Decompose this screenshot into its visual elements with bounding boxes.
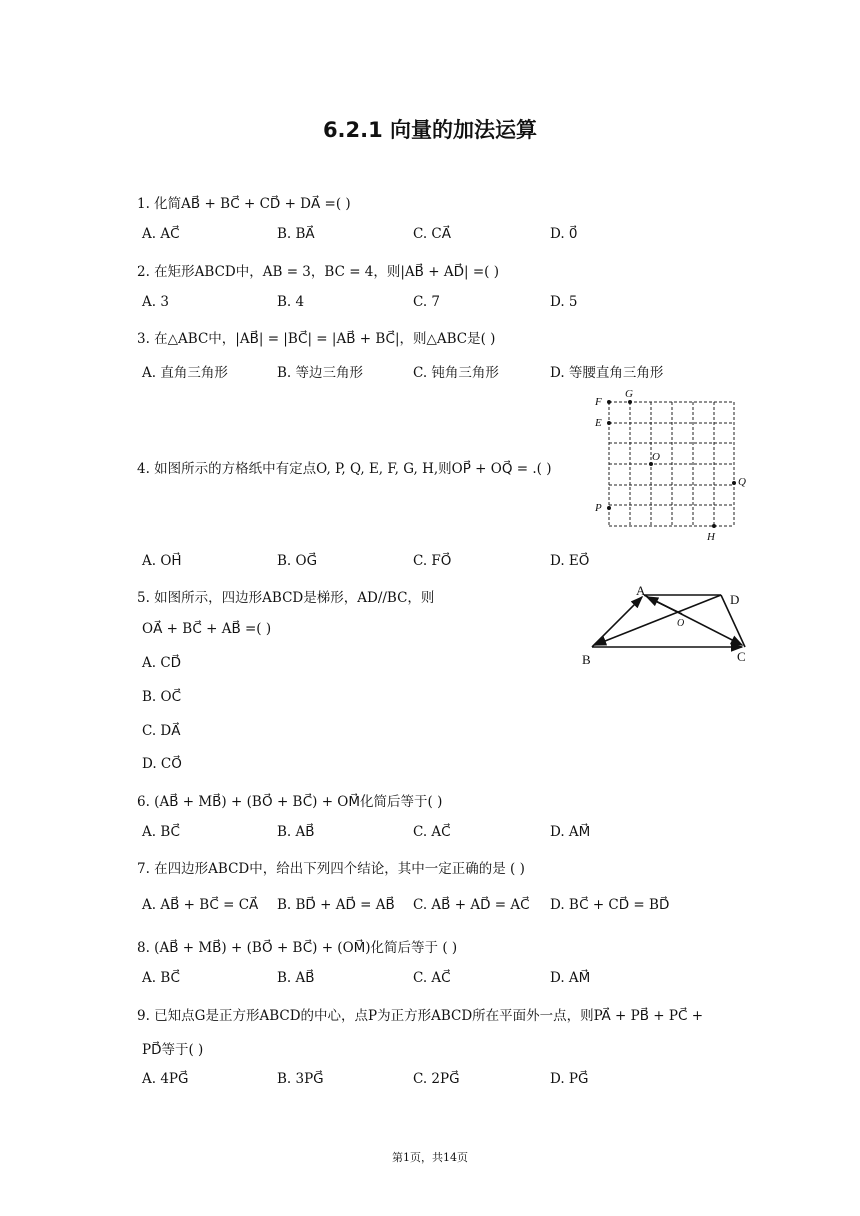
q1-option-d: D. 0⃗ bbox=[550, 226, 578, 242]
question-2-stem: 2. 在矩形ABCD中，AB = 3，BC = 4，则|AB⃗ + AD⃗| =( ) bbox=[137, 264, 499, 280]
q4-option-c: C. FO⃗ bbox=[413, 553, 452, 569]
q6-option-b: B. AB⃗ bbox=[277, 824, 315, 840]
point-f bbox=[607, 400, 611, 404]
question-9-stem: 9. 已知点G是正方形ABCD的中心，点P为正方形ABCD所在平面外一点，则PA⃗ + PB⃗ + PC⃗ + bbox=[137, 1008, 704, 1024]
q5-option-d: D. CO⃗ bbox=[142, 756, 182, 772]
q9-option-d: D. PG⃗ bbox=[550, 1071, 589, 1087]
label-q: Q bbox=[738, 476, 746, 488]
q5-option-b: B. OC⃗ bbox=[142, 689, 181, 705]
label-p: P bbox=[595, 502, 602, 514]
grid-lines bbox=[609, 402, 734, 526]
q8-option-b: B. AB⃗ bbox=[277, 970, 315, 986]
point-g bbox=[628, 400, 632, 404]
q5-option-a: A. CD⃗ bbox=[142, 655, 182, 671]
q4-option-d: D. EO⃗ bbox=[550, 553, 590, 569]
q7-option-c: C. AB⃗ + AD⃗ = AC⃗ bbox=[413, 897, 530, 913]
question-5-stem: 5. 如图所示，四边形ABCD是梯形，AD//BC，则 bbox=[137, 590, 435, 606]
question-7-stem: 7. 在四边形ABCD中，给出下列四个结论，其中一定正确的是 ( ) bbox=[137, 861, 525, 877]
q2-option-b: B. 4 bbox=[277, 294, 305, 310]
point-q bbox=[732, 481, 736, 485]
page-footer: 第1页，共14页 bbox=[392, 1151, 468, 1164]
q6-option-a: A. BC⃗ bbox=[142, 824, 180, 840]
q9-option-a: A. 4PG⃗ bbox=[142, 1071, 189, 1087]
q3-option-b: B. 等边三角形 bbox=[277, 365, 364, 381]
q5-option-c: C. DA⃗ bbox=[142, 723, 181, 739]
label-o: O bbox=[652, 451, 660, 463]
q8-option-c: C. AC⃗ bbox=[413, 970, 451, 986]
label-c: C bbox=[737, 649, 746, 664]
label-a: A bbox=[636, 583, 646, 598]
label-o: O bbox=[677, 618, 685, 629]
label-b: B bbox=[582, 652, 591, 667]
point-p bbox=[607, 506, 611, 510]
q7-option-d: D. BC⃗ + CD⃗ = BD⃗ bbox=[550, 897, 670, 913]
q3-option-d: D. 等腰直角三角形 bbox=[550, 365, 664, 381]
q7-option-a: A. AB⃗ + BC⃗ = CA⃗ bbox=[142, 897, 259, 913]
q8-option-d: D. AM⃗ bbox=[550, 970, 591, 986]
q3-option-c: C. 钝角三角形 bbox=[413, 365, 499, 381]
point-h bbox=[712, 524, 716, 528]
page-title: 6.2.1 向量的加法运算 bbox=[322, 118, 538, 142]
q6-option-d: D. AM⃗ bbox=[550, 824, 591, 840]
label-h: H bbox=[707, 531, 715, 543]
point-e bbox=[607, 421, 611, 425]
question-1-stem: 1. 化简AB⃗ + BC⃗ + CD⃗ + DA⃗ =( ) bbox=[137, 196, 351, 212]
question-4-stem: 4. 如图所示的方格纸中有定点O, P, Q, E, F, G, H,则OP⃗ + OQ⃗ = .( ) bbox=[137, 461, 552, 477]
label-g: G bbox=[625, 388, 633, 400]
question-8-stem: 8. (AB⃗ + MB⃗) + (BO⃗ + BC⃗) + (OM⃗)化简后等于 ( ) bbox=[137, 940, 458, 956]
q8-option-a: A. BC⃗ bbox=[142, 970, 180, 986]
question-3-stem: 3. 在△ABC中，|AB⃗| = |BC⃗| = |AB⃗ + BC⃗|，则△ABC是( ) bbox=[137, 331, 496, 347]
question-6-stem: 6. (AB⃗ + MB⃗) + (BO⃗ + BC⃗) + OM⃗化简后等于( ) bbox=[137, 794, 443, 810]
q9-option-c: C. 2PG⃗ bbox=[413, 1071, 460, 1087]
label-f: F bbox=[595, 396, 602, 408]
q5-trapezoid-figure bbox=[574, 582, 760, 668]
question-9-stem-continued: PD⃗等于( ) bbox=[142, 1042, 204, 1058]
q4-option-b: B. OG⃗ bbox=[277, 553, 318, 569]
vector-oa bbox=[647, 597, 682, 614]
q1-option-c: C. CA⃗ bbox=[413, 226, 451, 242]
label-d: D bbox=[730, 592, 740, 607]
q3-option-a: A. 直角三角形 bbox=[142, 365, 228, 381]
q2-option-d: D. 5 bbox=[550, 294, 578, 310]
q7-option-b: B. BD⃗ + AD⃗ = AB⃗ bbox=[277, 897, 395, 913]
q1-option-a: A. AC⃗ bbox=[142, 226, 180, 242]
label-e: E bbox=[595, 417, 602, 429]
q4-grid-figure bbox=[588, 386, 758, 544]
question-5-stem-continued: OA⃗ + BC⃗ + AB⃗ =( ) bbox=[142, 621, 272, 637]
q2-option-a: A. 3 bbox=[142, 294, 169, 310]
q4-option-a: A. OH⃗ bbox=[142, 553, 182, 569]
q2-option-c: C. 7 bbox=[413, 294, 441, 310]
q1-option-b: B. BA⃗ bbox=[277, 226, 315, 242]
q6-option-c: C. AC⃗ bbox=[413, 824, 451, 840]
side-ab bbox=[592, 597, 642, 647]
q9-option-b: B. 3PG⃗ bbox=[277, 1071, 324, 1087]
